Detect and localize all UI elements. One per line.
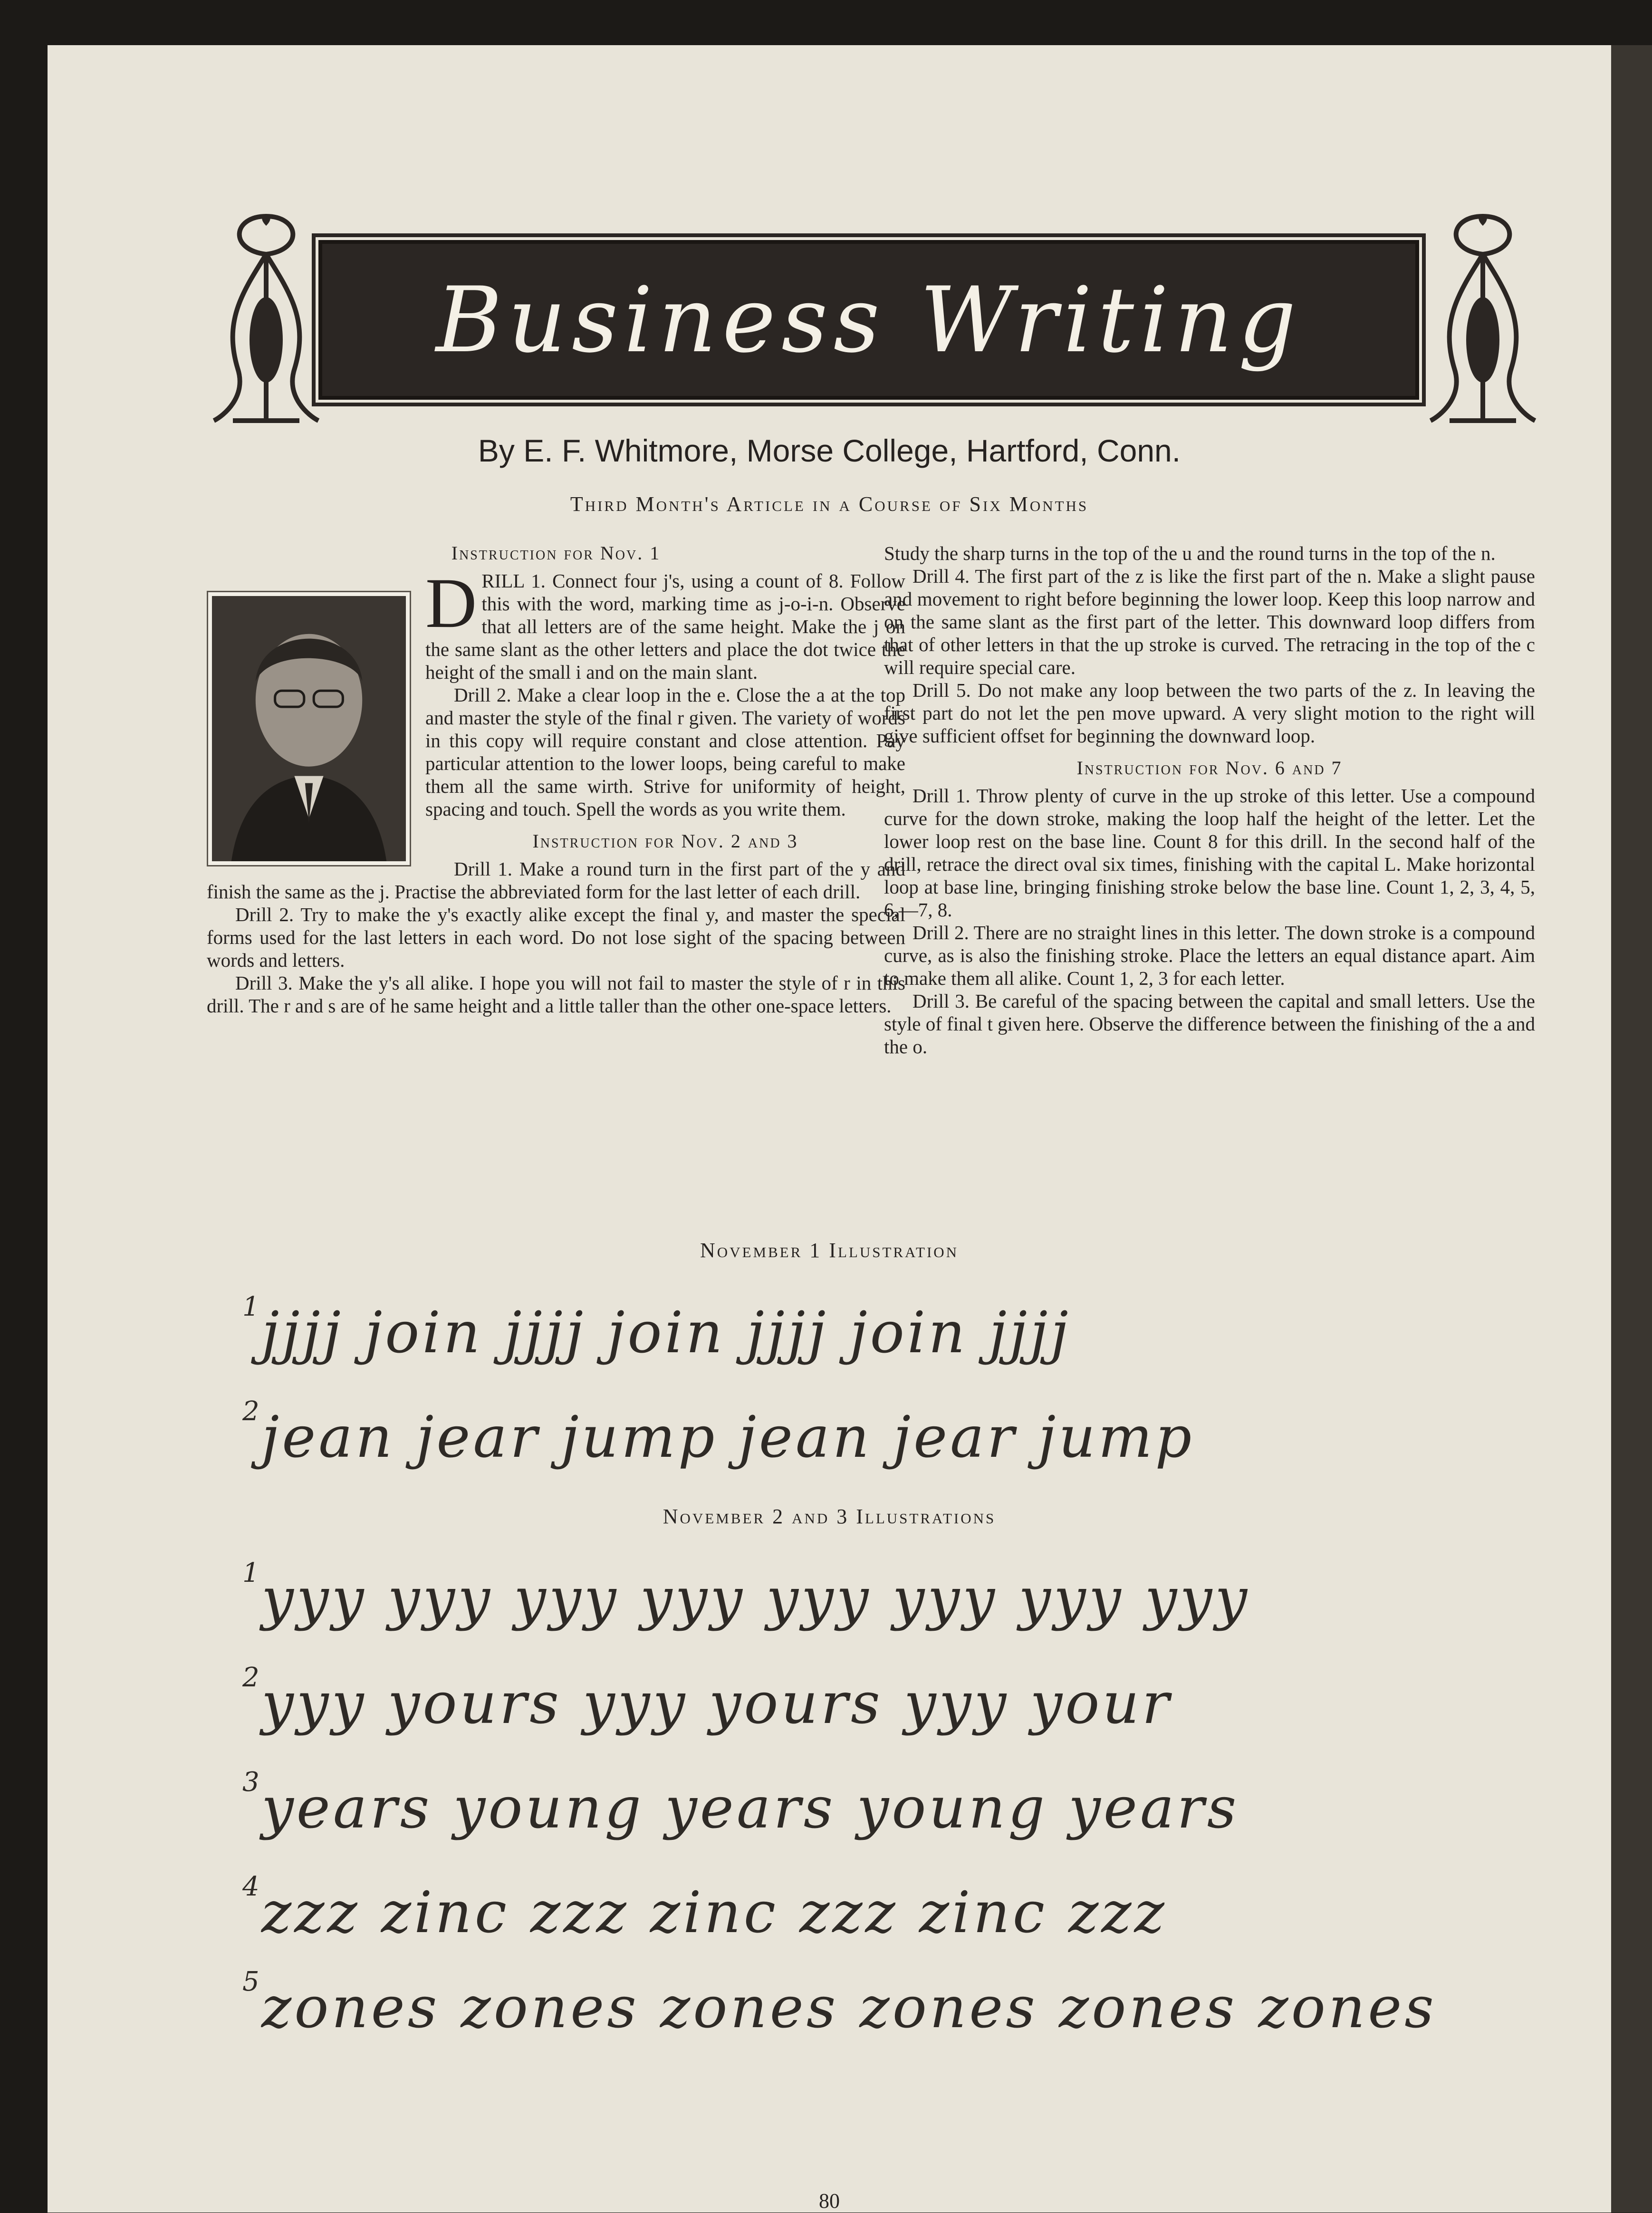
- paragraph: Drill 1. Make a round turn in the first part of the y and finish the same as the j. Practise the abbreviated form for the last letter of each drill.: [207, 858, 905, 903]
- script-text: jjjj join jjjj join jjjj join jjjj: [261, 1300, 1071, 1366]
- title-banner: [204, 197, 1440, 435]
- byline: By E. F. Whitmore, Morse College, Hartford, Conn.: [478, 433, 1181, 468]
- drop-cap: D: [425, 564, 477, 643]
- subtitle: Third Month's Article in a Course of Six Months: [570, 492, 1089, 516]
- paragraph: Study the sharp turns in the top of the u and the round turns in the top of the n.: [884, 542, 1496, 564]
- illustration-heading: November 2 and 3 Illustrations: [663, 1505, 996, 1528]
- left-column: [207, 542, 905, 1017]
- portrait-photo: [207, 591, 411, 866]
- art-nouveau-ornament-icon: [204, 197, 328, 435]
- magazine-page: [48, 45, 1611, 2213]
- script-text: years young years young years: [261, 1775, 1239, 1841]
- title-box: [318, 240, 1419, 400]
- script-line: [242, 1662, 1497, 1737]
- paragraph: Drill 2. Try to make the y's exactly alike except the final y, and master the special forms used for the last letters in each word. Do not lose sight of the spacing between words and letters.: [207, 904, 905, 971]
- line-number: 2: [242, 1396, 262, 1427]
- paragraph: Drill 3. Make the y's all alike. I hope you will not fail to master the style of r in this drill. The r and s are of he same height and a little taller than the other one-space letters.: [207, 972, 905, 1017]
- script-line: [242, 1291, 1497, 1366]
- script-line: [242, 1396, 1497, 1471]
- script-line: [242, 1871, 1497, 1946]
- line-number: 1: [242, 1558, 262, 1588]
- art-nouveau-ornament-icon: [1421, 197, 1545, 435]
- paragraph: Drill 3. Be careful of the spacing between the capital and small letters. Use the style of final t given here. Observe the difference between the finishing of the a and the o.: [884, 990, 1535, 1058]
- section-heading: Instruction for Nov. 2 and 3: [532, 830, 798, 852]
- script-line: [242, 1767, 1497, 1841]
- script-text: yyy yours yyy yours yyy your: [261, 1671, 1172, 1737]
- section-heading: Instruction for Nov. 6 and 7: [1076, 757, 1343, 779]
- line-number: 3: [242, 1767, 262, 1798]
- script-text: zones zones zones zones zones zones: [261, 1975, 1437, 2041]
- right-column: [884, 542, 1535, 1058]
- script-text: jean jear jump jean jear jump: [261, 1405, 1195, 1471]
- illustration-heading: November 1 Illustration: [700, 1239, 959, 1262]
- page-title: Business Writing: [436, 267, 1302, 373]
- book-spine-edge: [1611, 45, 1652, 2213]
- line-number: 1: [242, 1291, 262, 1322]
- page-number: 80: [819, 2189, 840, 2213]
- line-number: 4: [242, 1871, 262, 1902]
- script-line: [242, 1558, 1497, 1632]
- paragraph: Drill 2. Make a clear loop in the e. Close the a at the top and master the style of the final r given. The variety of words in this copy will require constant and close attention. Pay particular attention to the lower loops, being careful to make them all the same wirth. Strive for uniformity of height, spacing and touch. Spell the words as you write them.: [425, 684, 905, 820]
- line-number: 5: [242, 1966, 262, 1997]
- paragraph: Drill 2. There are no straight lines in this letter. The down stroke is a compound curve, as is also the finishing stroke. Place the letters an equal distance apart. Aim to make them all alike. Count 1, 2, 3 for each letter.: [884, 922, 1535, 989]
- paragraph: Drill 1. Throw plenty of curve in the up stroke of this letter. Use a compound curve for the down stroke, making the loop half the height of the letter. Let the lower loop rest on the base line. Count 8 for this drill. In the second half of the drill, retrace the direct oval six times, finishing with the capital L. Make horizontal loop at base line, bringing finishing stroke below the base line. Count 1, 2, 3, 4, 5, 6,—7, 8.: [884, 785, 1535, 921]
- paragraph: RILL 1. Connect four j's, using a count of 8. Follow this with the word, marking time as j-o-i-n. Observe that all letters are of the same height. Make the j on the same slant as the other letters and place the dot twice the height of the small i and on the main slant.: [425, 570, 905, 683]
- section-heading: Instruction for Nov. 1: [451, 542, 661, 564]
- paragraph: Drill 4. The first part of the z is like the first part of the n. Make a slight pause and movement to right before beginning the lower loop. Keep this loop narrow and on the same slant as the first part of the letter. This downward loop differs from that of other letters in that the up stroke is curved. The retracing in the top of the c will require special care.: [884, 565, 1535, 678]
- script-text: yyy yyy yyy yyy yyy yyy yyy yyy: [261, 1566, 1250, 1632]
- script-line: [242, 1966, 1497, 2041]
- line-number: 2: [242, 1662, 262, 1693]
- script-text: zzz zinc zzz zinc zzz zinc zzz: [261, 1880, 1167, 1946]
- paragraph: Drill 5. Do not make any loop between the two parts of the z. In leaving the first part do not let the pen move upward. A very slight motion to the right will give sufficient offset for beginning the downward loop.: [884, 679, 1535, 747]
